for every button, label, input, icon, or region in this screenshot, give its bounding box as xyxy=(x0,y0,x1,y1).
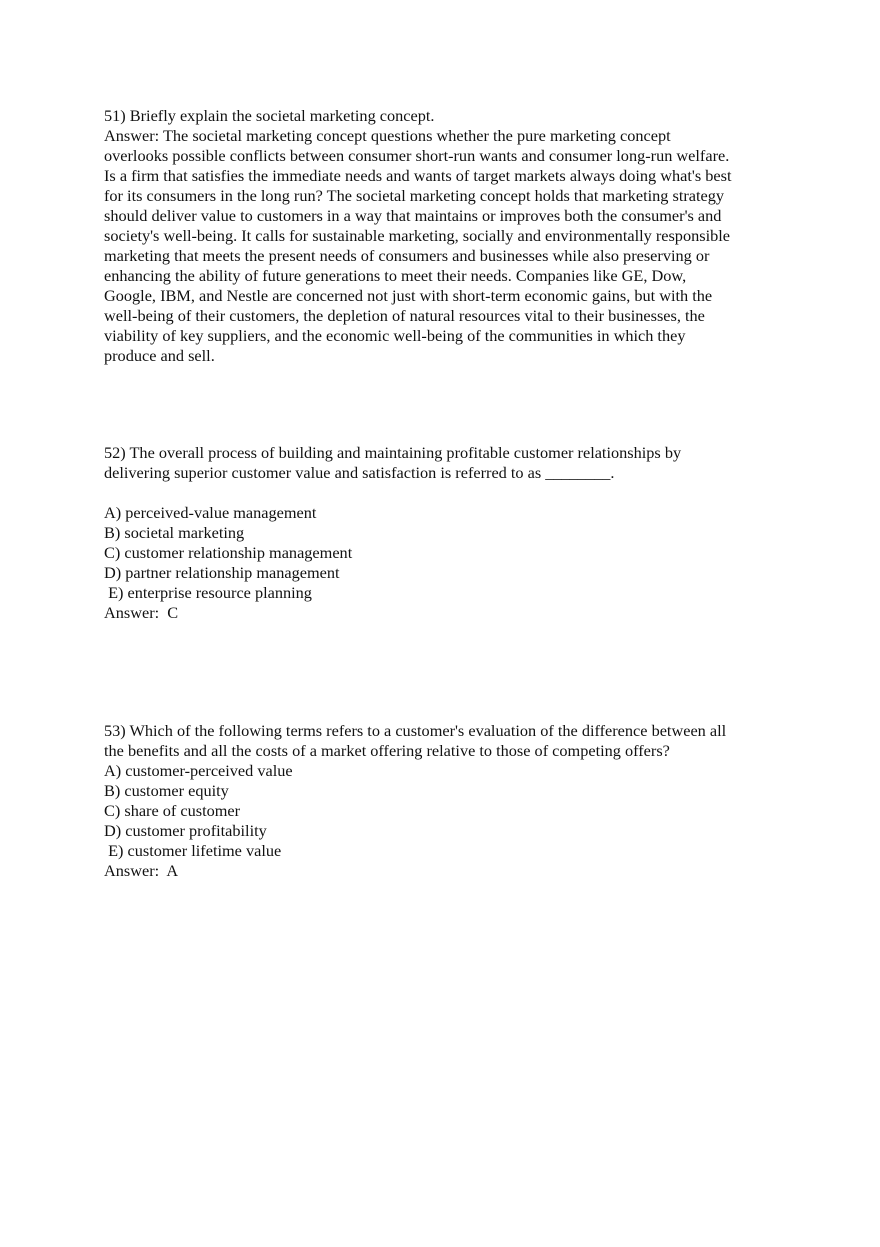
question-52-text: 52) The overall process of building and maintaining profitable customer relationships by xyxy=(104,443,682,462)
question-52-option-e: E) enterprise resource planning xyxy=(104,583,312,602)
question-51-answer-line: Answer: The societal marketing concept questions whether the pure marketing concept xyxy=(104,126,671,145)
question-53-option-b: B) customer equity xyxy=(104,781,229,800)
question-52-text: delivering superior customer value and satisfaction is referred to as ________. xyxy=(104,463,615,482)
question-53-answer: Answer: A xyxy=(104,861,179,880)
question-51-answer-line: for its consumers in the long run? The societal marketing concept holds that marketing strategy xyxy=(104,186,725,205)
question-51-answer-line: enhancing the ability of future generations to meet their needs. Companies like GE, Dow, xyxy=(104,266,687,285)
question-52-option-c: C) customer relationship management xyxy=(104,543,353,562)
spacer xyxy=(104,483,784,503)
question-52-option-d: D) partner relationship management xyxy=(104,563,340,582)
question-53-text: the benefits and all the costs of a market offering relative to those of competing offers? xyxy=(104,741,670,760)
question-51-answer-line: viability of key suppliers, and the economic well-being of the communities in which they xyxy=(104,326,686,345)
question-51-answer-line: should deliver value to customers in a way that maintains or improves both the consumer's and xyxy=(104,206,722,225)
question-51-answer-line: produce and sell. xyxy=(104,346,215,365)
question-51 xyxy=(104,106,784,366)
question-53-option-d: D) customer profitability xyxy=(104,821,267,840)
question-51-answer-line: well-being of their customers, the depletion of natural resources vital to their businesses, the xyxy=(104,306,705,325)
question-52-answer: Answer: C xyxy=(104,603,179,622)
question-52-option-a: A) perceived-value management xyxy=(104,503,317,522)
question-51-answer-line: marketing that meets the present needs of consumers and businesses while also preserving or xyxy=(104,246,710,265)
question-51-answer-line: society's well-being. It calls for sustainable marketing, socially and environmentally responsible xyxy=(104,226,730,245)
question-51-answer-line: overlooks possible conflicts between consumer short-run wants and consumer long-run welfare. xyxy=(104,146,730,165)
question-52 xyxy=(104,443,784,623)
question-53-option-e: E) customer lifetime value xyxy=(104,841,282,860)
question-53-text: 53) Which of the following terms refers to a customer's evaluation of the difference between all xyxy=(104,721,727,740)
question-51-answer-line: Is a firm that satisfies the immediate needs and wants of target markets always doing what's best xyxy=(104,166,732,185)
question-52-option-b: B) societal marketing xyxy=(104,523,245,542)
question-53-option-a: A) customer-perceived value xyxy=(104,761,293,780)
question-53-option-c: C) share of customer xyxy=(104,801,241,820)
question-51-answer-line: Google, IBM, and Nestle are concerned not just with short-term economic gains, but with the xyxy=(104,286,713,305)
question-51-text: 51) Briefly explain the societal marketing concept. xyxy=(104,106,435,125)
question-53 xyxy=(104,721,784,881)
